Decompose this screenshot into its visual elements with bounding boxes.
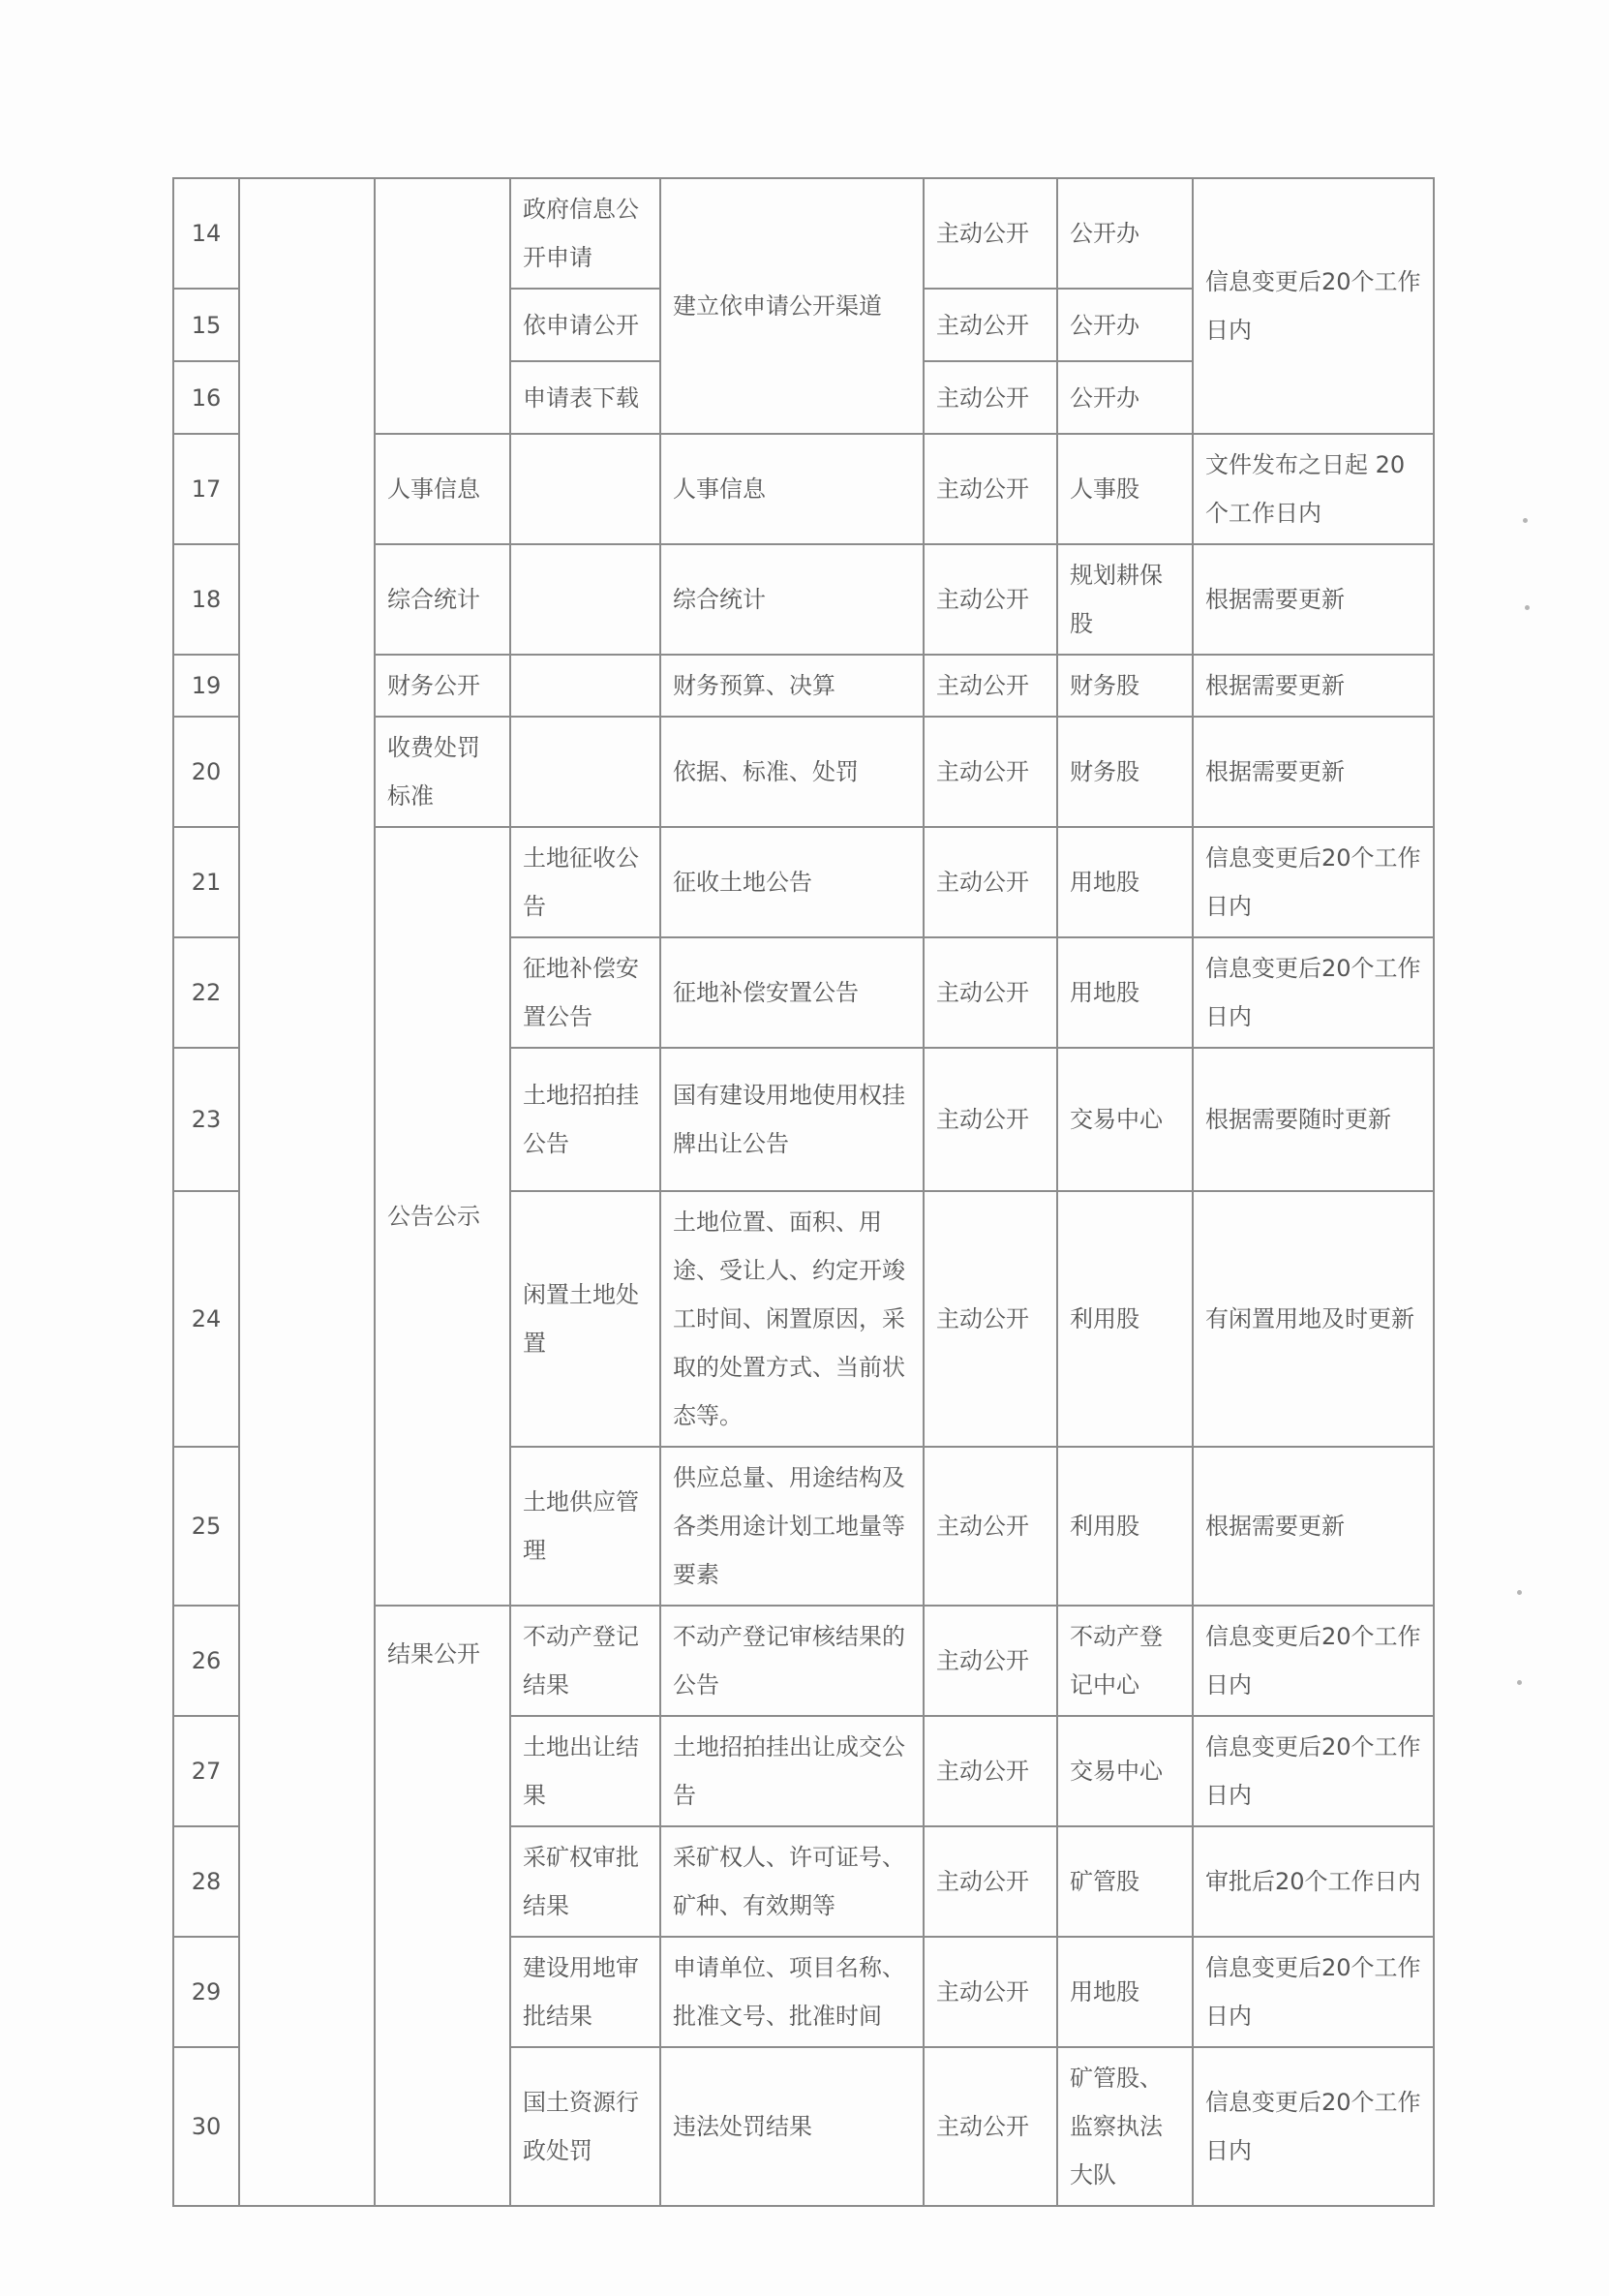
timing-cell: 有闲置用地及时更新 [1193, 1191, 1434, 1447]
department-cell: 公开办 [1057, 178, 1193, 289]
department-cell: 人事股 [1057, 434, 1193, 544]
disclosure-method-cell: 主动公开 [924, 937, 1057, 1048]
department-cell: 财务股 [1057, 655, 1193, 717]
row-number: 25 [173, 1447, 239, 1606]
content-cell: 申请单位、项目名称、批准文号、批准时间 [660, 1937, 924, 2047]
timing-cell: 文件发布之日起 20 个工作日内 [1193, 434, 1434, 544]
department-cell: 公开办 [1057, 289, 1193, 361]
scan-speck [1517, 1680, 1522, 1685]
timing-cell: 信息变更后20个工作日内 [1193, 1606, 1434, 1716]
disclosure-method-cell: 主动公开 [924, 434, 1057, 544]
table-row [173, 178, 1434, 289]
category-level-1-cell: 收费处罚标准 [375, 717, 510, 827]
category-level-2-cell: 不动产登记结果 [510, 1606, 660, 1716]
content-cell: 供应总量、用途结构及各类用途计划工地量等要素 [660, 1447, 924, 1606]
department-cell: 利用股 [1057, 1191, 1193, 1447]
disclosure-method-cell: 主动公开 [924, 178, 1057, 289]
timing-cell: 审批后20个工作日内 [1193, 1826, 1434, 1937]
content-cell: 人事信息 [660, 434, 924, 544]
timing-cell: 信息变更后20个工作日内 [1193, 827, 1434, 937]
content-cell: 采矿权人、许可证号、矿种、有效期等 [660, 1826, 924, 1937]
row-number: 28 [173, 1826, 239, 1937]
category-level-2-cell: 依申请公开 [510, 289, 660, 361]
timing-cell: 根据需要更新 [1193, 544, 1434, 655]
timing-cell: 根据需要更新 [1193, 717, 1434, 827]
category-level-2-cell: 土地征收公告 [510, 827, 660, 937]
department-cell: 用地股 [1057, 1937, 1193, 2047]
content-cell: 违法处罚结果 [660, 2047, 924, 2206]
category-level-1-cell: 人事信息 [375, 434, 510, 544]
department-cell: 用地股 [1057, 827, 1193, 937]
category-level-1-cell: 财务公开 [375, 655, 510, 717]
disclosure-method-cell: 主动公开 [924, 1826, 1057, 1937]
department-cell: 矿管股、监察执法大队 [1057, 2047, 1193, 2206]
disclosure-method-cell: 主动公开 [924, 544, 1057, 655]
scan-speck [1525, 605, 1530, 610]
row-number: 26 [173, 1606, 239, 1716]
content-cell: 依据、标准、处罚 [660, 717, 924, 827]
row-number: 23 [173, 1048, 239, 1191]
category-level-1-cell: 结果公开 [375, 1606, 510, 2206]
category-level-2-cell: 土地招拍挂公告 [510, 1048, 660, 1191]
category-level-2-cell: 国土资源行政处罚 [510, 2047, 660, 2206]
category-level-2-cell [510, 434, 660, 544]
row-number: 17 [173, 434, 239, 544]
timing-cell: 根据需要随时更新 [1193, 1048, 1434, 1191]
row-number: 21 [173, 827, 239, 937]
category-level-2-cell [510, 717, 660, 827]
timing-cell: 信息变更后20个工作日内 [1193, 2047, 1434, 2206]
disclosure-method-cell: 主动公开 [924, 655, 1057, 717]
category-level-1-cell: 综合统计 [375, 544, 510, 655]
department-cell: 交易中心 [1057, 1716, 1193, 1826]
disclosure-method-cell: 主动公开 [924, 717, 1057, 827]
disclosure-method-cell: 主动公开 [924, 361, 1057, 434]
row-number: 24 [173, 1191, 239, 1447]
category-level-1-cell: 公告公示 [375, 827, 510, 1606]
timing-cell: 根据需要更新 [1193, 655, 1434, 717]
scan-speck [1517, 1590, 1522, 1595]
row-number: 29 [173, 1937, 239, 2047]
disclosure-method-cell: 主动公开 [924, 1048, 1057, 1191]
department-cell: 利用股 [1057, 1447, 1193, 1606]
timing-cell: 信息变更后20个工作日内 [1193, 1937, 1434, 2047]
category-level-0-cell [239, 178, 375, 2206]
content-cell: 建立依申请公开渠道 [660, 178, 924, 434]
row-number: 15 [173, 289, 239, 361]
disclosure-table [172, 177, 1435, 2207]
category-level-2-cell: 政府信息公开申请 [510, 178, 660, 289]
row-number: 18 [173, 544, 239, 655]
category-level-2-cell: 征地补偿安置公告 [510, 937, 660, 1048]
category-level-1-cell [375, 178, 510, 434]
category-level-2-cell [510, 655, 660, 717]
disclosure-method-cell: 主动公开 [924, 1191, 1057, 1447]
department-cell: 财务股 [1057, 717, 1193, 827]
content-cell: 国有建设用地使用权挂牌出让公告 [660, 1048, 924, 1191]
disclosure-method-cell: 主动公开 [924, 2047, 1057, 2206]
row-number: 22 [173, 937, 239, 1048]
content-cell: 不动产登记审核结果的公告 [660, 1606, 924, 1716]
scan-speck [1523, 518, 1528, 523]
disclosure-method-cell: 主动公开 [924, 1937, 1057, 2047]
row-number: 14 [173, 178, 239, 289]
department-cell: 用地股 [1057, 937, 1193, 1048]
timing-cell: 信息变更后20个工作日内 [1193, 178, 1434, 434]
category-level-2-cell: 土地出让结果 [510, 1716, 660, 1826]
timing-cell: 信息变更后20个工作日内 [1193, 937, 1434, 1048]
category-level-2-cell: 土地供应管理 [510, 1447, 660, 1606]
row-number: 16 [173, 361, 239, 434]
category-level-2-cell: 采矿权审批结果 [510, 1826, 660, 1937]
disclosure-method-cell: 主动公开 [924, 1447, 1057, 1606]
content-cell: 土地招拍挂出让成交公告 [660, 1716, 924, 1826]
content-cell: 征收土地公告 [660, 827, 924, 937]
department-cell: 交易中心 [1057, 1048, 1193, 1191]
timing-cell: 根据需要更新 [1193, 1447, 1434, 1606]
department-cell: 不动产登记中心 [1057, 1606, 1193, 1716]
disclosure-method-cell: 主动公开 [924, 827, 1057, 937]
content-cell: 财务预算、决算 [660, 655, 924, 717]
row-number: 20 [173, 717, 239, 827]
category-level-2-cell: 闲置土地处置 [510, 1191, 660, 1447]
timing-cell: 信息变更后20个工作日内 [1193, 1716, 1434, 1826]
department-cell: 规划耕保股 [1057, 544, 1193, 655]
department-cell: 公开办 [1057, 361, 1193, 434]
row-number: 19 [173, 655, 239, 717]
row-number: 30 [173, 2047, 239, 2206]
disclosure-method-cell: 主动公开 [924, 289, 1057, 361]
disclosure-method-cell: 主动公开 [924, 1716, 1057, 1826]
content-cell: 综合统计 [660, 544, 924, 655]
row-number: 27 [173, 1716, 239, 1826]
content-cell: 土地位置、面积、用途、受让人、约定开竣工时间、闲置原因，采取的处置方式、当前状态等。 [660, 1191, 924, 1447]
content-cell: 征地补偿安置公告 [660, 937, 924, 1048]
disclosure-method-cell: 主动公开 [924, 1606, 1057, 1716]
category-level-2-cell: 申请表下载 [510, 361, 660, 434]
category-level-2-cell: 建设用地审批结果 [510, 1937, 660, 2047]
department-cell: 矿管股 [1057, 1826, 1193, 1937]
category-level-2-cell [510, 544, 660, 655]
